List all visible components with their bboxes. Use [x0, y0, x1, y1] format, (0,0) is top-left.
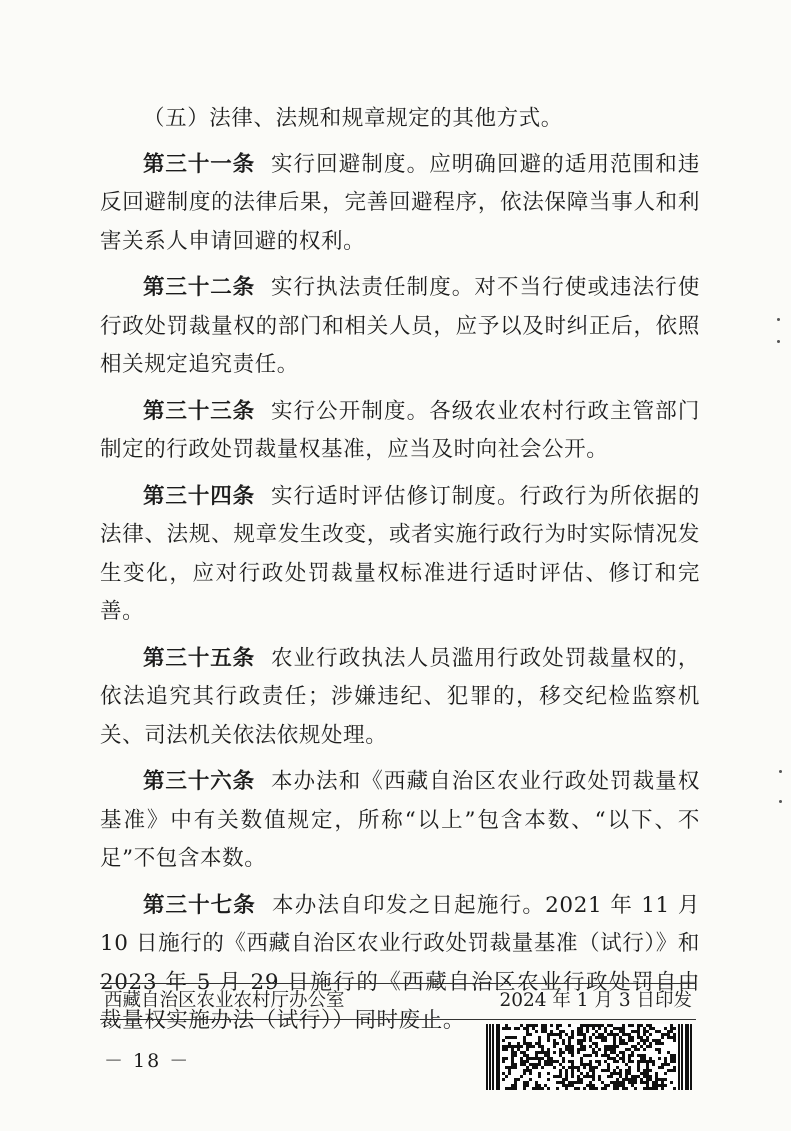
scan-speck — [777, 318, 780, 321]
article-text: 实行公开制度。各级农业农村行政主管部门制定的行政处罚裁量权基准，应当及时向社会公开。 — [100, 398, 700, 462]
footer-bottom-rule — [100, 1019, 696, 1020]
scan-speck — [779, 770, 782, 773]
barcode-icon — [486, 1024, 692, 1090]
scan-speck — [777, 340, 780, 343]
article-32 — [100, 269, 700, 385]
paragraph-item-5 — [100, 100, 700, 139]
article-31 — [100, 146, 700, 262]
article-number: 第三十四条 — [143, 483, 256, 509]
footer-top-rule — [100, 983, 696, 984]
article-number: 第三十六条 — [143, 769, 256, 794]
article-text: 实行执法责任制度。对不当行使或违法行使行政处罚裁量权的部门和相关人员，应予以及时纠正后，依照相关规定追究责任。 — [100, 275, 700, 377]
scan-speck — [779, 800, 782, 803]
article-35 — [100, 640, 700, 756]
article-36 — [100, 763, 700, 879]
article-number: 第三十五条 — [143, 645, 256, 671]
article-text: 实行回避制度。应明确回避的适用范围和违反回避制度的法律后果，完善回避程序，依法保障当事人和利害关系人申请回避的权利。 — [100, 151, 700, 254]
article-37 — [100, 887, 700, 1041]
article-text: 本办法和《西藏自治区农业行政处罚裁量权基准》中有关数值规定，所称“以上”包含本数、“以下、不足”不包含本数。 — [100, 769, 700, 871]
issue-date: 2024 年 1 月 3 日印发 — [499, 990, 692, 1011]
article-text: 实行适时评估修订制度。行政行为所依据的法律、法规、规章发生改变，或者实施行政行为时实际情况发生变化，应对行政处罚裁量权标准进行适时评估、修订和完善。 — [100, 483, 700, 624]
issuer-name: 西藏自治区农业农村厅办公室 — [104, 990, 345, 1011]
page-number: － 18 － — [104, 1050, 191, 1072]
article-number: 第三十一条 — [143, 151, 256, 177]
article-text: 农业行政执法人员滥用行政处罚裁量权的，依法追究其行政责任；涉嫌违纪、犯罪的，移交纪检监察机关、司法机关依法依规处理。 — [100, 645, 700, 748]
paragraph-text: （五）法律、法规和规章规定的其他方式。 — [143, 106, 563, 131]
article-number: 第三十三条 — [143, 398, 256, 424]
article-number: 第三十七条 — [143, 892, 256, 918]
article-number: 第三十二条 — [143, 275, 256, 300]
article-33 — [100, 393, 700, 470]
issuance-footer — [104, 986, 692, 1016]
article-34 — [100, 478, 700, 632]
document-body — [100, 100, 700, 1049]
article-text: 本办法自印发之日起施行。2021 年 11 月 10 日施行的《西藏自治区农业行政处罚裁量基准（试行）》和 2023 年 5 月 29 日施行的《西藏自治区农业行政处罚自由裁量权实施办法（试行））同时废止。 — [100, 892, 700, 1033]
